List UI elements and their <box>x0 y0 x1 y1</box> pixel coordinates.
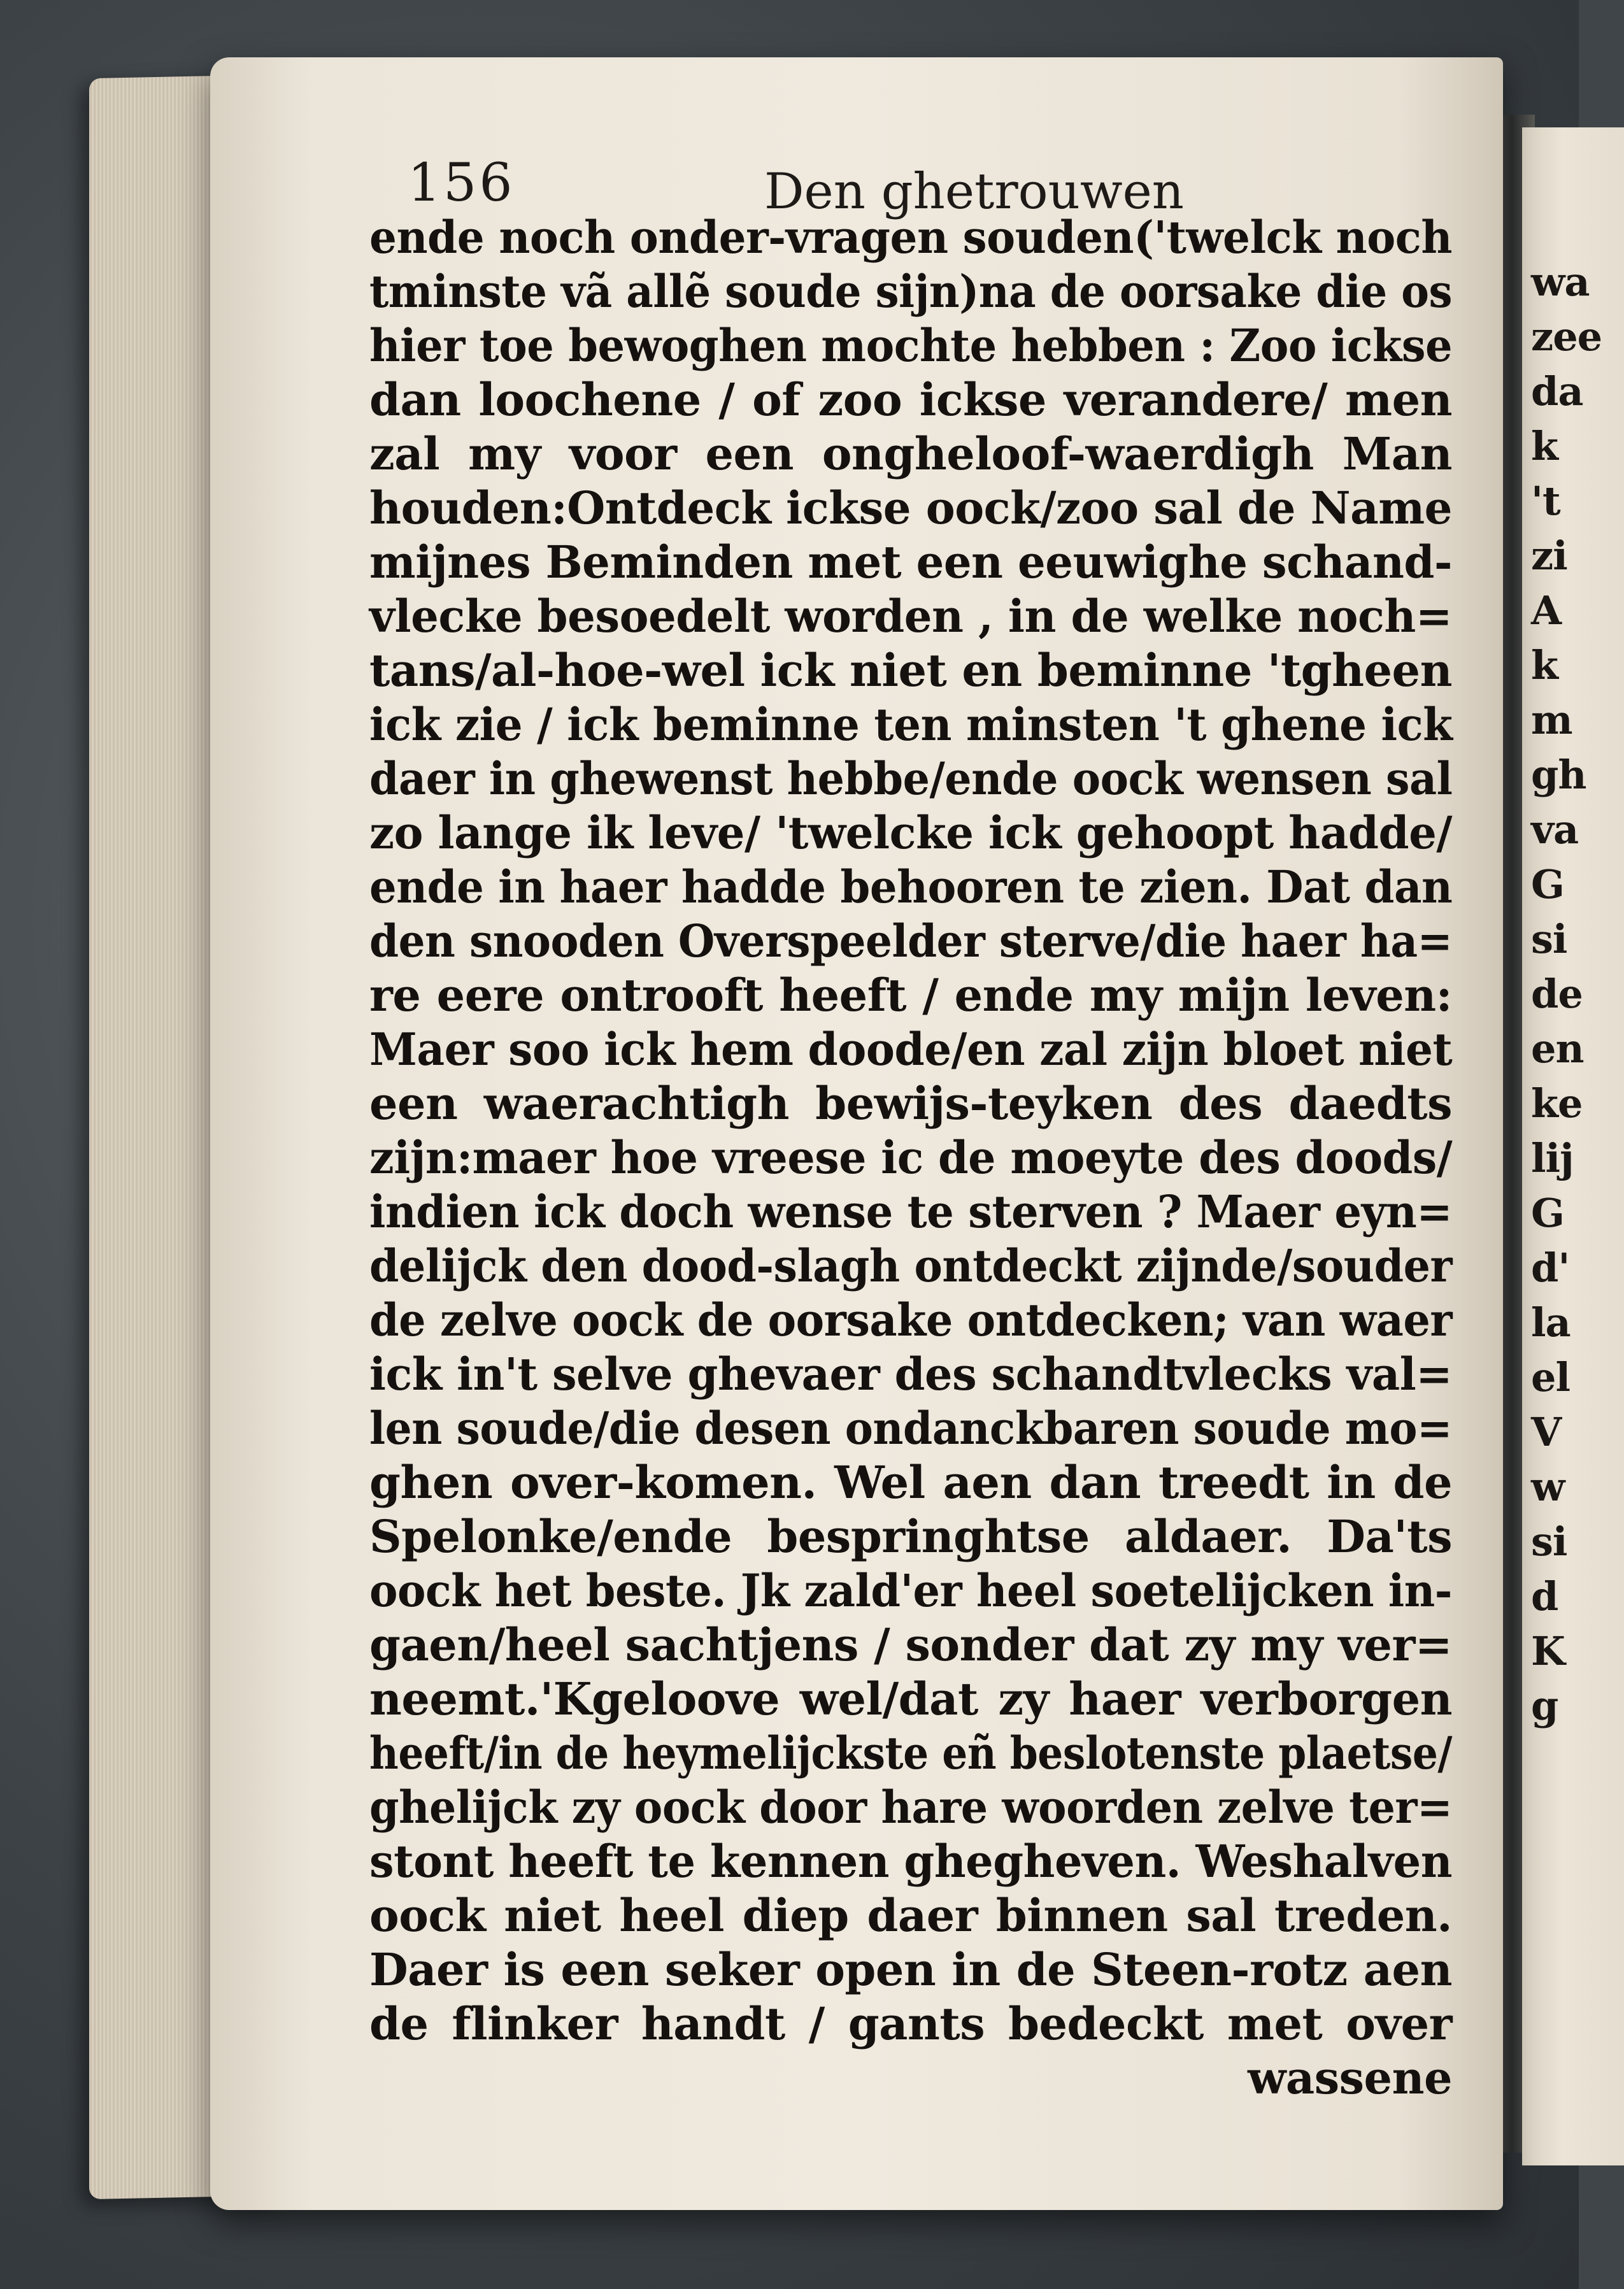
text-line: Daer is een seker open in de Steen-rotz aen <box>369 1943 1452 1996</box>
text-line: zijn:maer hoe vreese ic de moeyte des doods/ <box>369 1131 1453 1184</box>
text-line: delijck den dood-slagh ontdeckt zijnde/souder <box>369 1239 1452 1292</box>
text-line: tans/al-hoe-wel ick niet en beminne 'tgheen <box>369 644 1452 697</box>
text-line: zo lange ik leve/ 'twelcke ick gehoopt hadde/ <box>369 806 1452 859</box>
text-line: oock het beste. Jk zald'er heel soetelijcken in- <box>369 1564 1452 1617</box>
text-line: ghelijck zy oock door hare woorden zelve ter= <box>369 1781 1453 1834</box>
text-line: de flinker handt / gants bedeckt met over <box>369 1997 1452 2050</box>
text-line: dan loochene / of zoo ickse verandere/ men <box>369 373 1452 426</box>
page-number: 156 <box>408 153 515 213</box>
text-line: Spelonke/ende bespringhtse aldaer. Da'ts <box>369 1510 1452 1563</box>
text-line: ick zie / ick beminne ten minsten 't ghene ick <box>369 698 1453 751</box>
text-line: den snooden Overspeelder sterve/die haer ha= <box>369 915 1453 967</box>
text-line: mijnes Beminden met een eeuwighe schand- <box>369 536 1452 588</box>
body-text <box>369 210 1452 2105</box>
text-line: indien ick doch wense te sterven ? Maer eyn= <box>369 1185 1453 1238</box>
text-line: een waerachtigh bewijs-teyken des daedts <box>369 1077 1452 1130</box>
text-line: zal my voor een ongheloof-waerdigh Man <box>369 427 1452 480</box>
facing-page <box>1522 127 1624 2165</box>
text-line: wassene <box>1248 2051 1452 2104</box>
text-line: hier toe bewoghen mochte hebben : Zoo ickse <box>369 319 1453 372</box>
text-line: oock niet heel diep daer binnen sal treden. <box>369 1889 1452 1942</box>
text-line: de zelve oock de oorsake ontdecken; van waer <box>369 1294 1452 1346</box>
text-line: len soude/die desen ondanckbaren soude mo= <box>369 1402 1452 1455</box>
text-line: neemt.'Kgeloove wel/dat zy haer verborgen <box>369 1672 1452 1725</box>
running-title: Den ghetrouwen <box>764 163 1185 220</box>
text-line: re eere ontrooft heeft / ende my mijn leven: <box>369 969 1452 1022</box>
text-line: heeft/in de heymelijckste eñ beslotenste plaetse/ <box>369 1727 1452 1779</box>
text-line: daer in ghewenst hebbe/ende oock wensen sal <box>369 752 1453 805</box>
text-line: Maer soo ick hem doode/en zal zijn bloet niet <box>369 1023 1453 1076</box>
text-line: stont heeft te kennen ghegheven. Weshalven <box>369 1835 1453 1888</box>
text-line: ende in haer hadde behooren te zien. Dat dan <box>369 860 1453 913</box>
text-line: ghen over-komen. Wel aen dan treedt in de <box>369 1456 1452 1509</box>
text-line: houden:Ontdeck ickse oock/zoo sal de Name <box>369 481 1452 534</box>
text-line: ick in't selve ghevaer des schandtvlecks val= <box>369 1348 1453 1401</box>
facing-page-text: wa zee da k 't zi A k m gh va G si de en ke lij G d' la el V w si d K g <box>1531 259 1602 1729</box>
text-line: ende noch onder-vragen souden('twelck noch <box>369 211 1452 264</box>
text-line: tminste vã allẽ soude sijn)na de oorsake die os <box>369 265 1452 318</box>
text-line: vlecke besoedelt worden , in de welke noch= <box>369 590 1452 643</box>
text-line: gaen/heel sachtjens / sonder dat zy my ver= <box>369 1618 1452 1671</box>
